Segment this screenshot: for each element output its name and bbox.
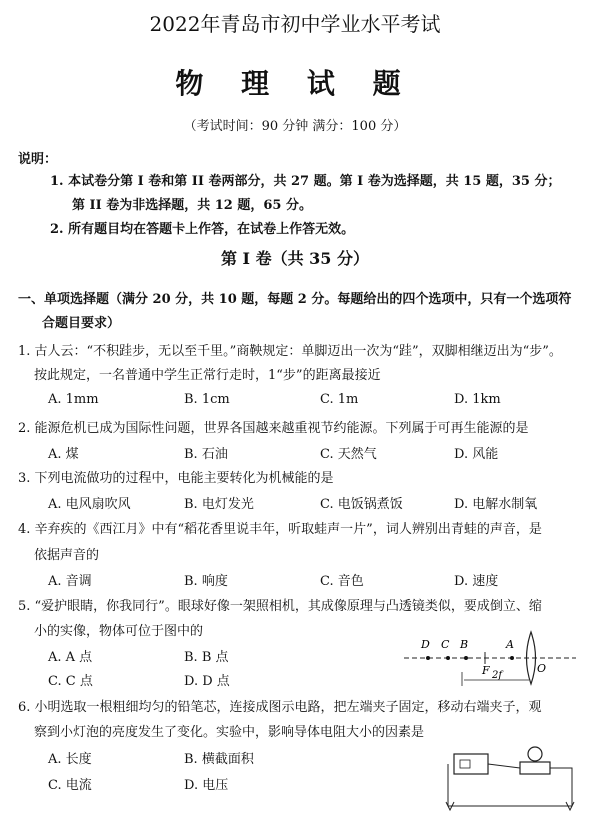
question-1-option-d: D. 1km bbox=[454, 392, 501, 407]
battery-terminal bbox=[460, 760, 470, 768]
section-title: 第 I 卷（共 35 分） bbox=[220, 249, 370, 268]
wire-battery-bulb bbox=[488, 764, 520, 768]
lens-diagram bbox=[400, 628, 580, 690]
bulb-base bbox=[520, 762, 550, 774]
question-3-option-a: A. 电风扇吹风 bbox=[48, 497, 131, 512]
label-c: C bbox=[441, 638, 450, 651]
label-b: B bbox=[460, 638, 469, 651]
question-6-option-d: D. 电压 bbox=[184, 778, 229, 793]
question-2-option-c: C. 天然气 bbox=[320, 447, 377, 462]
question-3-option-b: B. 电灯发光 bbox=[184, 497, 254, 512]
exam-info: （考试时间：90 分钟 满分：100 分） bbox=[183, 119, 407, 134]
part1-heading-line-2: 合题目要求） bbox=[42, 316, 121, 331]
question-1-option-a: A. 1mm bbox=[48, 392, 99, 407]
instruction-item-1-line-1: 1. 本试卷分第 I 卷和第 II 卷两部分，共 27 题。第 I 卷为选择题，共 15 题，35 分； bbox=[50, 174, 561, 189]
question-2-line-1: 2. 能源危机已成为国际性问题，世界各国越来越重视节约能源。下列属于可再生能源的是 bbox=[18, 421, 529, 436]
question-1-line-2: 按此规定，一名普通中学生正常行走时，1“步”的距离最接近 bbox=[34, 368, 381, 383]
question-3-option-d: D. 电解水制氧 bbox=[454, 497, 538, 512]
exam-title: 2022年青岛市初中学业水平考试 bbox=[149, 12, 441, 36]
question-2-option-d: D. 风能 bbox=[454, 447, 499, 462]
question-1-option-c: C. 1m bbox=[320, 392, 359, 407]
instruction-item-1-line-2: 第 II 卷为非选择题，共 12 题，65 分。 bbox=[72, 198, 312, 213]
label-a: A bbox=[506, 638, 514, 651]
question-6-line-2: 察到小灯泡的亮度发生了变化。实验中，影响导体电阻大小的因素是 bbox=[34, 725, 425, 740]
question-5-option-b: B. B 点 bbox=[184, 650, 229, 665]
question-5-option-d: D. D 点 bbox=[184, 674, 230, 689]
question-5-option-c: C. C 点 bbox=[48, 674, 93, 689]
battery bbox=[454, 754, 488, 774]
question-3-line-1: 3. 下列电流做功的过程中，电能主要转化为机械能的是 bbox=[18, 471, 334, 486]
wire-loop bbox=[448, 764, 572, 806]
question-4-option-d: D. 速度 bbox=[454, 574, 499, 589]
question-5-line-1: 5. “爱护眼睛，你我同行”。眼球好像一架照相机，其成像原理与凸透镜类似，要成倒立、缩 bbox=[18, 599, 542, 614]
question-2-option-b: B. 石油 bbox=[184, 447, 228, 462]
question-3-option-c: C. 电饭锅煮饭 bbox=[320, 497, 403, 512]
question-2-option-a: A. 煤 bbox=[48, 447, 79, 462]
question-1-option-b: B. 1cm bbox=[184, 392, 230, 407]
point-b bbox=[464, 656, 468, 660]
bulb bbox=[528, 747, 542, 761]
label-f: F bbox=[482, 664, 490, 677]
question-4-option-c: C. 音色 bbox=[320, 574, 364, 589]
question-4-option-b: B. 响度 bbox=[184, 574, 228, 589]
question-6-option-b: B. 横截面积 bbox=[184, 752, 254, 767]
label-2f: 2f bbox=[492, 670, 503, 681]
question-6-option-a: A. 长度 bbox=[48, 752, 92, 767]
question-5-option-a: A. A 点 bbox=[48, 650, 93, 665]
question-4-option-a: A. 音调 bbox=[48, 574, 92, 589]
part1-heading-line-1: 一、单项选择题（满分 20 分，共 10 题，每题 2 分。每题给出的四个选项中，只有一个选项符 bbox=[18, 292, 572, 307]
instructions-heading: 说明： bbox=[18, 152, 58, 167]
point-a bbox=[510, 656, 514, 660]
point-c bbox=[446, 656, 450, 660]
subject-title: 物 理 试 题 bbox=[175, 67, 415, 100]
question-4-line-1: 4. 辛弃疾的《西江月》中有“稻花香里说丰年，听取蛙声一片”，词人辨别出青蛙的声音，是 bbox=[18, 522, 542, 537]
question-1-line-1: 1. 古人云：“不积跬步，无以至千里。”商鞅规定：单脚迈出一次为“跬”，双脚相继迈出为“步”。 bbox=[18, 344, 562, 359]
question-4-line-2: 依据声音的 bbox=[34, 548, 100, 563]
point-d bbox=[426, 656, 430, 660]
instruction-item-2: 2. 所有题目均在答题卡上作答，在试卷上作答无效。 bbox=[50, 222, 355, 237]
label-o: O bbox=[537, 662, 547, 675]
question-5-line-2: 小的实像，物体可位于图中的 bbox=[34, 624, 204, 639]
question-6-option-c: C. 电流 bbox=[48, 778, 92, 793]
question-6-line-1: 6. 小明选取一根粗细均匀的铅笔芯，连接成图示电路，把左端夹子固定，移动右端夹子，观 bbox=[18, 700, 542, 715]
circuit-diagram bbox=[440, 742, 580, 816]
label-d: D bbox=[421, 638, 430, 651]
